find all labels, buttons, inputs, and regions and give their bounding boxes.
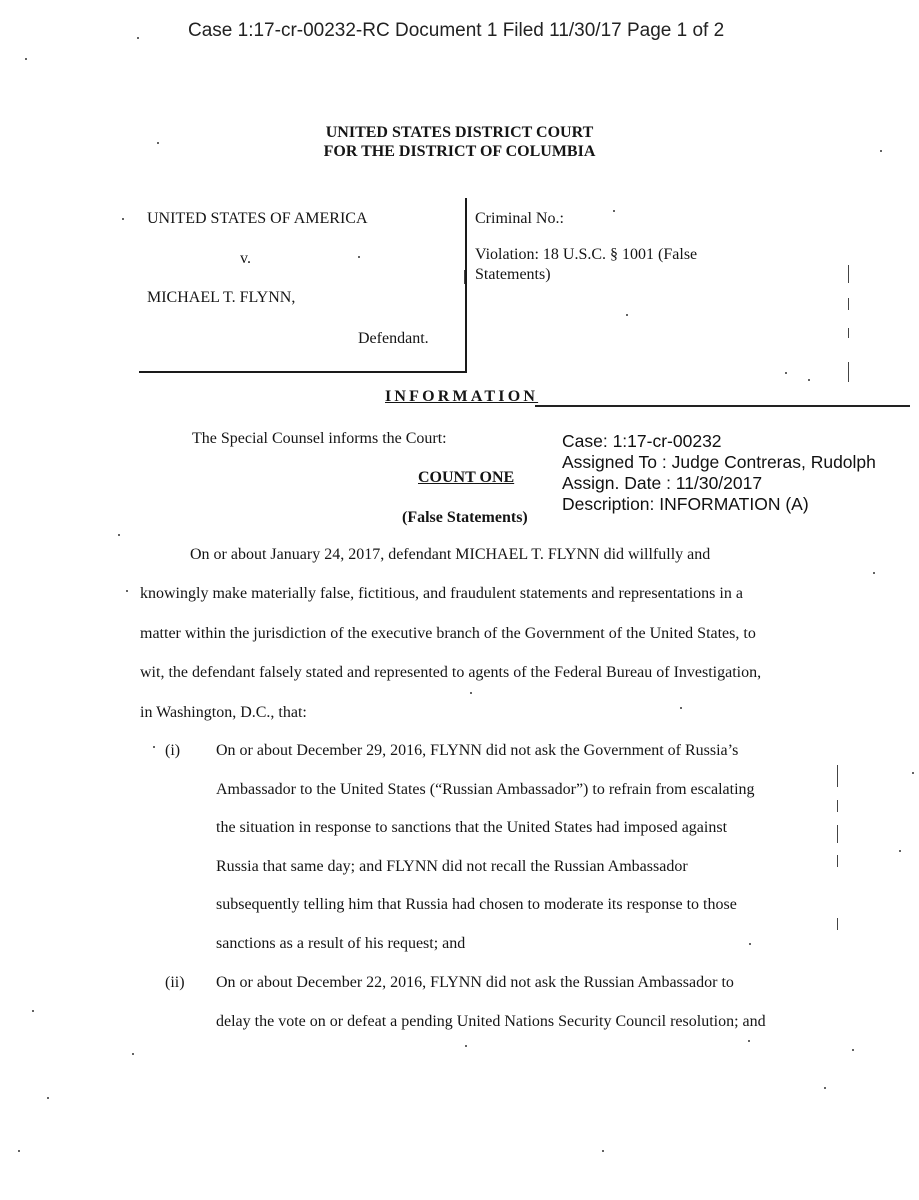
item-line: On or about December 29, 2016, FLYNN did not ask the Government of Russia’s (216, 742, 739, 759)
item-label: (i) (165, 742, 181, 759)
scan-speck (137, 37, 139, 39)
caption-defendant-name: MICHAEL T. FLYNN, (147, 289, 296, 306)
item-line: delay the vote on or defeat a pending United Nations Security Council resolution; and (216, 1013, 766, 1030)
caption-plaintiff: UNITED STATES OF AMERICA (147, 210, 368, 227)
paragraph-line: knowingly make materially false, fictitious, and fraudulent statements and representations in a (140, 585, 743, 602)
scan-speck (358, 256, 360, 258)
scan-speck (126, 590, 128, 592)
scan-speck (118, 534, 120, 536)
scan-speck (465, 1045, 467, 1047)
scan-stray-line (535, 405, 910, 407)
scan-speck (626, 314, 628, 316)
scan-speck (873, 572, 875, 574)
court-title (0, 123, 919, 161)
scan-mark (837, 825, 838, 843)
caption-divider-vertical (465, 198, 467, 372)
scan-mark (464, 270, 465, 284)
scan-speck (899, 850, 901, 852)
stamp-assign-date: Assign. Date : 11/30/2017 (562, 473, 763, 493)
violation-line1: Violation: 18 U.S.C. § 1001 (False (475, 246, 698, 263)
scan-speck (613, 210, 615, 212)
scan-mark (837, 918, 838, 930)
caption-versus: v. (240, 250, 251, 267)
scan-mark (837, 855, 838, 867)
item-line: sanctions as a result of his request; and (216, 935, 466, 952)
scan-speck (122, 218, 124, 220)
scan-speck (47, 1097, 49, 1099)
scan-speck (157, 142, 159, 144)
scan-speck (912, 772, 914, 774)
scan-mark (848, 328, 849, 338)
scan-mark (848, 298, 849, 310)
item-line: Russia that same day; and FLYNN did not recall the Russian Ambassador (216, 858, 688, 875)
scan-speck (880, 150, 882, 152)
scan-speck (824, 1087, 826, 1089)
count-subtitle: (False Statements) (402, 509, 528, 526)
intro-text: The Special Counsel informs the Court: (192, 430, 447, 447)
count-title: COUNT ONE (418, 469, 515, 486)
paragraph-line: On or about January 24, 2017, defendant MICHAEL T. FLYNN did willfully and (190, 546, 711, 563)
item-line: subsequently telling him that Russia had chosen to moderate its response to those (216, 896, 737, 913)
paragraph-line: wit, the defendant falsely stated and represented to agents of the Federal Bureau of Investigation, (140, 664, 762, 681)
scan-speck (680, 707, 682, 709)
scan-speck (748, 1040, 750, 1042)
scan-speck (785, 372, 787, 374)
court-title-line2: FOR THE DISTRICT OF COLUMBIA (323, 143, 596, 160)
scan-speck (32, 1010, 34, 1012)
scan-mark (837, 765, 838, 787)
scan-mark (837, 800, 838, 812)
paragraph-line: in Washington, D.C., that: (140, 704, 307, 721)
scan-speck (749, 943, 751, 945)
scan-mark (848, 265, 849, 283)
information-title: INFORMATION (385, 388, 539, 405)
caption-defendant-label: Defendant. (358, 330, 429, 347)
document-header: Case 1:17-cr-00232-RC Document 1 Filed 11/30/17 Page 1 of 2 (188, 20, 725, 41)
item-label: (ii) (165, 974, 185, 991)
criminal-number: Criminal No.: (475, 210, 564, 227)
scan-mark (848, 362, 849, 382)
scan-speck (808, 379, 810, 381)
stamp-assigned-to: Assigned To : Judge Contreras, Rudolph (562, 452, 876, 472)
scan-speck (852, 1049, 854, 1051)
court-title-line1: UNITED STATES DISTRICT COURT (325, 124, 594, 141)
scan-speck (470, 692, 472, 694)
scan-speck (602, 1150, 604, 1152)
scan-speck (18, 1150, 20, 1152)
stamp-case-number: Case: 1:17-cr-00232 (562, 431, 722, 451)
paragraph-line: matter within the jurisdiction of the executive branch of the Government of the United States, to (140, 625, 756, 642)
item-line: On or about December 22, 2016, FLYNN did not ask the Russian Ambassador to (216, 974, 734, 991)
scan-speck (153, 746, 155, 748)
scan-speck (132, 1053, 134, 1055)
violation-line2: Statements) (475, 266, 551, 283)
item-line: the situation in response to sanctions that the United States had imposed against (216, 819, 728, 836)
scan-speck (25, 58, 27, 60)
stamp-description: Description: INFORMATION (A) (562, 494, 809, 514)
caption-divider-horizontal (139, 371, 467, 373)
item-line: Ambassador to the United States (“Russian Ambassador”) to refrain from escalating (216, 781, 755, 798)
